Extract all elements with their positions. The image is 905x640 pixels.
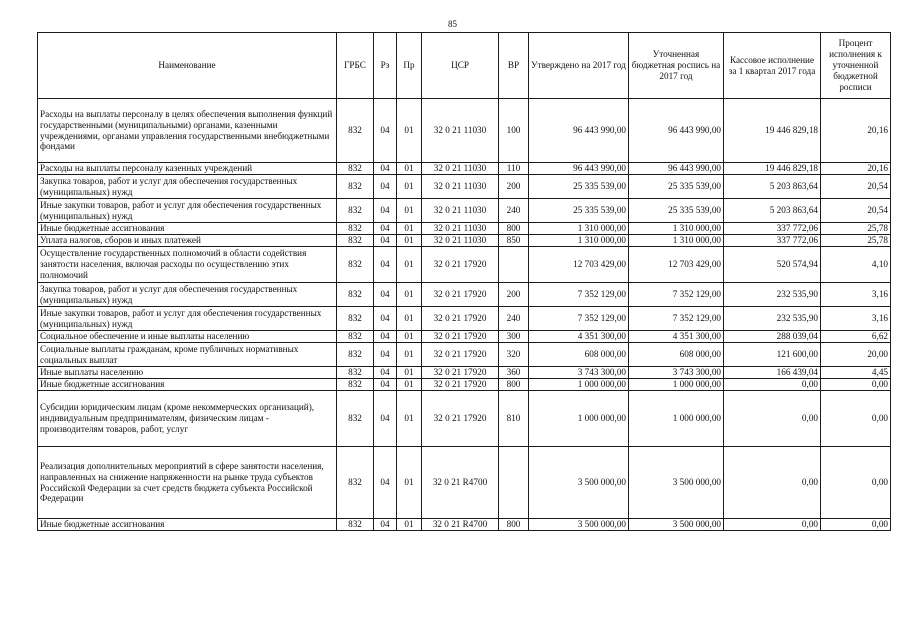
cell-percent: 3,16 — [821, 283, 891, 307]
cell-name: Расходы на выплаты персоналу казенных учреждений — [38, 163, 337, 175]
cell-csr: 32 0 21 11030 — [422, 223, 499, 235]
cell-approved: 96 443 990,00 — [529, 163, 629, 175]
cell-vr: 810 — [499, 391, 529, 447]
cell-pr: 01 — [397, 379, 422, 391]
cell-grbs: 832 — [337, 163, 374, 175]
cell-percent: 0,00 — [821, 391, 891, 447]
cell-name: Иные выплаты населению — [38, 367, 337, 379]
cell-grbs: 832 — [337, 447, 374, 519]
cell-grbs: 832 — [337, 283, 374, 307]
cell-pr: 01 — [397, 163, 422, 175]
cell-vr: 100 — [499, 99, 529, 163]
cell-cash: 5 203 863,64 — [724, 175, 821, 199]
table-row — [38, 367, 891, 379]
cell-csr: 32 0 21 11030 — [422, 163, 499, 175]
cell-specified: 1 310 000,00 — [629, 223, 724, 235]
cell-name: Закупка товаров, работ и услуг для обеспечения государственных (муниципальных) нужд — [38, 283, 337, 307]
cell-approved: 1 000 000,00 — [529, 391, 629, 447]
cell-cash: 337 772,06 — [724, 223, 821, 235]
header-vr: ВР — [499, 33, 529, 99]
cell-approved: 3 743 300,00 — [529, 367, 629, 379]
cell-csr: 32 0 21 11030 — [422, 199, 499, 223]
cell-rz: 04 — [374, 199, 397, 223]
cell-csr: 32 0 21 11030 — [422, 175, 499, 199]
cell-name: Осуществление государственных полномочий в области содействия занятости населения, включая расходы по осуществлению этих полномочий — [38, 247, 337, 283]
cell-pr: 01 — [397, 331, 422, 343]
table-row — [38, 99, 891, 163]
cell-name: Социальное обеспечение и иные выплаты населению — [38, 331, 337, 343]
cell-pr: 01 — [397, 223, 422, 235]
header-approved: Утверждено на 2017 год — [529, 33, 629, 99]
cell-vr: 800 — [499, 223, 529, 235]
header-grbs: ГРБС — [337, 33, 374, 99]
cell-name: Реализация дополнительных мероприятий в сфере занятости населения, направленных на снижение напряженности на рынке труда субъектов Российской Федерации за счет средств бюджета субъекта Российской Федерации — [38, 447, 337, 519]
cell-vr — [499, 447, 529, 519]
cell-rz: 04 — [374, 447, 397, 519]
cell-cash: 0,00 — [724, 447, 821, 519]
cell-cash: 232 535,90 — [724, 307, 821, 331]
cell-approved: 1 000 000,00 — [529, 379, 629, 391]
cell-approved: 25 335 539,00 — [529, 175, 629, 199]
cell-vr: 360 — [499, 367, 529, 379]
cell-specified: 3 743 300,00 — [629, 367, 724, 379]
table-row — [38, 247, 891, 283]
cell-pr: 01 — [397, 447, 422, 519]
cell-specified: 608 000,00 — [629, 343, 724, 367]
cell-specified: 7 352 129,00 — [629, 283, 724, 307]
cell-csr: 32 0 21 17920 — [422, 247, 499, 283]
cell-specified: 1 000 000,00 — [629, 379, 724, 391]
table-row — [38, 307, 891, 331]
cell-approved: 1 310 000,00 — [529, 235, 629, 247]
page-number: 85 — [448, 19, 457, 29]
cell-rz: 04 — [374, 247, 397, 283]
cell-percent: 4,10 — [821, 247, 891, 283]
cell-percent: 20,54 — [821, 199, 891, 223]
table-row — [38, 331, 891, 343]
cell-pr: 01 — [397, 199, 422, 223]
cell-name: Уплата налогов, сборов и иных платежей — [38, 235, 337, 247]
cell-percent: 25,78 — [821, 235, 891, 247]
cell-grbs: 832 — [337, 247, 374, 283]
cell-pr: 01 — [397, 367, 422, 379]
table-header-row — [38, 33, 891, 99]
cell-name: Иные закупки товаров, работ и услуг для обеспечения государственных (муниципальных) нужд — [38, 307, 337, 331]
cell-approved: 7 352 129,00 — [529, 283, 629, 307]
cell-grbs: 832 — [337, 367, 374, 379]
header-specified: Уточненная бюджетная роспись на 2017 год — [629, 33, 724, 99]
cell-name: Субсидии юридическим лицам (кроме некоммерческих организаций), индивидуальным предпринимателям, физическим лицам - производителям товаров, работ, услуг — [38, 391, 337, 447]
cell-csr: 32 0 21 17920 — [422, 391, 499, 447]
cell-grbs: 832 — [337, 519, 374, 531]
cell-csr: 32 0 21 11030 — [422, 99, 499, 163]
cell-specified: 4 351 300,00 — [629, 331, 724, 343]
header-percent: Процент исполнения к уточненной бюджетной росписи — [821, 33, 891, 99]
cell-name: Социальные выплаты гражданам, кроме публичных нормативных социальных выплат — [38, 343, 337, 367]
cell-specified: 96 443 990,00 — [629, 99, 724, 163]
cell-name: Иные закупки товаров, работ и услуг для обеспечения государственных (муниципальных) нужд — [38, 199, 337, 223]
cell-percent: 4,45 — [821, 367, 891, 379]
cell-vr: 850 — [499, 235, 529, 247]
cell-cash: 0,00 — [724, 391, 821, 447]
cell-percent: 25,78 — [821, 223, 891, 235]
cell-grbs: 832 — [337, 307, 374, 331]
header-name: Наименование — [38, 33, 337, 99]
table-row — [38, 283, 891, 307]
cell-grbs: 832 — [337, 343, 374, 367]
cell-grbs: 832 — [337, 223, 374, 235]
cell-approved: 1 310 000,00 — [529, 223, 629, 235]
cell-cash: 19 446 829,18 — [724, 99, 821, 163]
cell-grbs: 832 — [337, 391, 374, 447]
header-csr: ЦСР — [422, 33, 499, 99]
cell-pr: 01 — [397, 235, 422, 247]
cell-percent: 0,00 — [821, 379, 891, 391]
cell-grbs: 832 — [337, 99, 374, 163]
cell-name: Иные бюджетные ассигнования — [38, 519, 337, 531]
cell-percent: 20,16 — [821, 99, 891, 163]
cell-cash: 19 446 829,18 — [724, 163, 821, 175]
cell-specified: 3 500 000,00 — [629, 447, 724, 519]
cell-approved: 96 443 990,00 — [529, 99, 629, 163]
cell-csr: 32 0 21 17920 — [422, 331, 499, 343]
table-row — [38, 235, 891, 247]
cell-percent: 3,16 — [821, 307, 891, 331]
cell-pr: 01 — [397, 307, 422, 331]
cell-rz: 04 — [374, 283, 397, 307]
budget-execution-table — [37, 32, 891, 531]
cell-approved: 3 500 000,00 — [529, 447, 629, 519]
cell-specified: 3 500 000,00 — [629, 519, 724, 531]
cell-percent: 6,62 — [821, 331, 891, 343]
cell-cash: 0,00 — [724, 519, 821, 531]
cell-specified: 12 703 429,00 — [629, 247, 724, 283]
cell-specified: 96 443 990,00 — [629, 163, 724, 175]
cell-grbs: 832 — [337, 175, 374, 199]
cell-csr: 32 0 21 17920 — [422, 283, 499, 307]
cell-rz: 04 — [374, 163, 397, 175]
cell-approved: 7 352 129,00 — [529, 307, 629, 331]
cell-percent: 0,00 — [821, 519, 891, 531]
cell-rz: 04 — [374, 391, 397, 447]
header-cash: Кассовое исполнение за 1 квартал 2017 года — [724, 33, 821, 99]
cell-vr: 300 — [499, 331, 529, 343]
cell-vr: 800 — [499, 519, 529, 531]
table-row — [38, 223, 891, 235]
cell-cash: 5 203 863,64 — [724, 199, 821, 223]
cell-grbs: 832 — [337, 235, 374, 247]
cell-vr: 320 — [499, 343, 529, 367]
cell-pr: 01 — [397, 247, 422, 283]
cell-rz: 04 — [374, 175, 397, 199]
cell-csr: 32 0 21 R4700 — [422, 447, 499, 519]
cell-cash: 520 574,94 — [724, 247, 821, 283]
cell-name: Расходы на выплаты персоналу в целях обеспечения выполнения функций государственными (муниципальными) органами, казенными учреждениями, органами управления государственными внебюджетными фондами — [38, 99, 337, 163]
cell-cash: 0,00 — [724, 379, 821, 391]
cell-grbs: 832 — [337, 331, 374, 343]
cell-vr: 200 — [499, 175, 529, 199]
cell-specified: 1 310 000,00 — [629, 235, 724, 247]
cell-rz: 04 — [374, 235, 397, 247]
cell-cash: 166 439,04 — [724, 367, 821, 379]
cell-csr: 32 0 21 11030 — [422, 235, 499, 247]
cell-name: Иные бюджетные ассигнования — [38, 223, 337, 235]
cell-specified: 1 000 000,00 — [629, 391, 724, 447]
cell-vr: 110 — [499, 163, 529, 175]
cell-percent: 0,00 — [821, 447, 891, 519]
table-body — [38, 99, 891, 531]
cell-csr: 32 0 21 17920 — [422, 343, 499, 367]
header-pr: Пр — [397, 33, 422, 99]
cell-percent: 20,54 — [821, 175, 891, 199]
cell-approved: 25 335 539,00 — [529, 199, 629, 223]
cell-approved: 4 351 300,00 — [529, 331, 629, 343]
cell-csr: 32 0 21 17920 — [422, 379, 499, 391]
table-row — [38, 519, 891, 531]
table-row — [38, 163, 891, 175]
cell-name: Закупка товаров, работ и услуг для обеспечения государственных (муниципальных) нужд — [38, 175, 337, 199]
cell-approved: 3 500 000,00 — [529, 519, 629, 531]
cell-csr: 32 0 21 17920 — [422, 367, 499, 379]
cell-rz: 04 — [374, 99, 397, 163]
cell-pr: 01 — [397, 175, 422, 199]
cell-pr: 01 — [397, 519, 422, 531]
cell-pr: 01 — [397, 283, 422, 307]
cell-pr: 01 — [397, 343, 422, 367]
cell-rz: 04 — [374, 307, 397, 331]
cell-csr: 32 0 21 R4700 — [422, 519, 499, 531]
cell-approved: 608 000,00 — [529, 343, 629, 367]
cell-vr: 200 — [499, 283, 529, 307]
cell-pr: 01 — [397, 99, 422, 163]
cell-approved: 12 703 429,00 — [529, 247, 629, 283]
table-row — [38, 175, 891, 199]
cell-grbs: 832 — [337, 379, 374, 391]
cell-cash: 121 600,00 — [724, 343, 821, 367]
cell-cash: 288 039,04 — [724, 331, 821, 343]
table-row — [38, 379, 891, 391]
cell-vr: 800 — [499, 379, 529, 391]
cell-pr: 01 — [397, 391, 422, 447]
cell-vr: 240 — [499, 199, 529, 223]
cell-grbs: 832 — [337, 199, 374, 223]
cell-rz: 04 — [374, 367, 397, 379]
table-row — [38, 391, 891, 447]
cell-cash: 232 535,90 — [724, 283, 821, 307]
cell-cash: 337 772,06 — [724, 235, 821, 247]
cell-rz: 04 — [374, 379, 397, 391]
cell-specified: 7 352 129,00 — [629, 307, 724, 331]
cell-specified: 25 335 539,00 — [629, 175, 724, 199]
cell-csr: 32 0 21 17920 — [422, 307, 499, 331]
cell-rz: 04 — [374, 331, 397, 343]
cell-percent: 20,00 — [821, 343, 891, 367]
table-row — [38, 343, 891, 367]
table-row — [38, 447, 891, 519]
table-row — [38, 199, 891, 223]
cell-vr — [499, 247, 529, 283]
cell-rz: 04 — [374, 343, 397, 367]
header-rz: Рз — [374, 33, 397, 99]
cell-rz: 04 — [374, 519, 397, 531]
cell-name: Иные бюджетные ассигнования — [38, 379, 337, 391]
cell-rz: 04 — [374, 223, 397, 235]
cell-specified: 25 335 539,00 — [629, 199, 724, 223]
cell-vr: 240 — [499, 307, 529, 331]
cell-percent: 20,16 — [821, 163, 891, 175]
